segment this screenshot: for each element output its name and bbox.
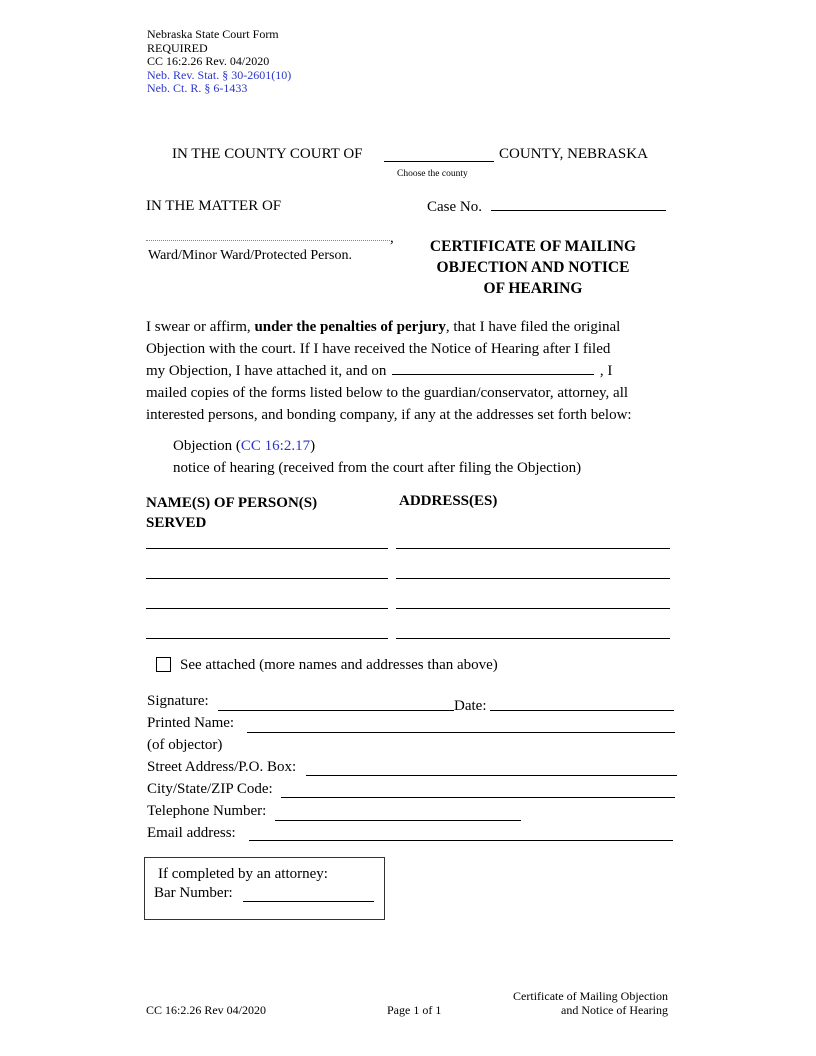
header-state-form: Nebraska State Court Form bbox=[147, 27, 279, 41]
see-attached-checkbox[interactable] bbox=[156, 657, 171, 672]
of-objector-label: (of objector) bbox=[147, 737, 223, 753]
perjury-phrase: under the penalties of perjury bbox=[254, 319, 446, 335]
footer-title bbox=[470, 989, 668, 1017]
p3-end: , I bbox=[599, 363, 613, 379]
county-field[interactable] bbox=[384, 161, 494, 162]
address-column-header: ADDRESS(ES) bbox=[399, 493, 498, 509]
objection-form-link[interactable]: CC 16:2.17 bbox=[240, 438, 311, 454]
p3-start: my Objection, I have attached it, and on bbox=[146, 363, 387, 379]
served-address-field-4[interactable] bbox=[396, 638, 670, 639]
title-line-2: OBJECTION AND NOTICE bbox=[436, 259, 630, 276]
objection-close: ) bbox=[310, 438, 316, 454]
matter-label: IN THE MATTER OF bbox=[146, 198, 282, 214]
printed-name-field[interactable] bbox=[247, 732, 675, 733]
telephone-field[interactable] bbox=[275, 820, 521, 821]
ward-label: Ward/Minor Ward/Protected Person. bbox=[148, 248, 352, 263]
names-header-line-2: SERVED bbox=[146, 515, 207, 531]
mailing-date-field[interactable] bbox=[392, 360, 594, 375]
forms-list bbox=[173, 435, 581, 479]
email-label: Email address: bbox=[147, 825, 236, 841]
attorney-label: If completed by an attorney: bbox=[158, 866, 328, 882]
city-state-zip-field[interactable] bbox=[281, 797, 675, 798]
bar-number-field[interactable] bbox=[243, 901, 374, 902]
signature-field[interactable] bbox=[218, 710, 454, 711]
court-suffix: COUNTY, NEBRASKA bbox=[499, 146, 648, 162]
served-name-field-3[interactable] bbox=[146, 608, 388, 609]
names-column-header bbox=[146, 493, 317, 533]
served-name-field-1[interactable] bbox=[146, 548, 388, 549]
street-label: Street Address/P.O. Box: bbox=[147, 759, 297, 775]
served-address-field-2[interactable] bbox=[396, 578, 670, 579]
case-no-label: Case No. bbox=[427, 199, 482, 215]
county-hint: Choose the county bbox=[397, 169, 468, 179]
footer-title-line-1: Certificate of Mailing Objection bbox=[513, 989, 668, 1003]
city-label: City/State/ZIP Code: bbox=[147, 781, 273, 797]
date-label: Date: bbox=[454, 698, 487, 714]
see-attached-label: See attached (more names and addresses than above) bbox=[180, 657, 498, 673]
ward-comma: , bbox=[390, 230, 394, 246]
bar-number-label: Bar Number: bbox=[154, 885, 233, 901]
served-name-field-2[interactable] bbox=[146, 578, 388, 579]
case-number-field[interactable] bbox=[491, 210, 666, 211]
names-header-line-1: NAME(S) OF PERSON(S) bbox=[146, 495, 318, 511]
served-name-field-4[interactable] bbox=[146, 638, 388, 639]
title-line-3: OF HEARING bbox=[483, 280, 583, 297]
served-address-field-3[interactable] bbox=[396, 608, 670, 609]
signature-label: Signature: bbox=[147, 693, 209, 709]
title-line-1: CERTIFICATE OF MAILING bbox=[429, 238, 637, 255]
document-title bbox=[410, 236, 656, 299]
footer-page-number: Page 1 of 1 bbox=[387, 1003, 442, 1017]
p1-start: I swear or affirm, bbox=[146, 319, 255, 335]
p5: interested persons, and bonding company, if any at the addresses set forth below: bbox=[146, 407, 632, 423]
notice-line: notice of hearing (received from the court after filing the Objection) bbox=[173, 460, 582, 476]
street-field[interactable] bbox=[306, 775, 677, 776]
header-required: REQUIRED bbox=[147, 40, 208, 55]
p1-rest: , that I have filed the original bbox=[445, 319, 621, 335]
telephone-label: Telephone Number: bbox=[147, 803, 267, 819]
footer-form-number: CC 16:2.26 Rev 04/2020 bbox=[146, 1003, 267, 1017]
printed-name-label: Printed Name: bbox=[147, 715, 235, 731]
email-field[interactable] bbox=[249, 840, 673, 841]
statute-link[interactable]: Neb. Rev. Stat. § 30-2601(10) bbox=[147, 67, 292, 82]
ward-name-field[interactable] bbox=[146, 240, 390, 241]
p2: Objection with the court. If I have received the Notice of Hearing after I filed bbox=[146, 341, 611, 357]
served-address-field-1[interactable] bbox=[396, 548, 670, 549]
date-field[interactable] bbox=[490, 710, 674, 711]
p4: mailed copies of the forms listed below to the guardian/conservator, attorney, all bbox=[146, 385, 629, 401]
objection-label: Objection ( bbox=[173, 438, 241, 454]
court-prefix: IN THE COUNTY COURT OF bbox=[172, 146, 363, 162]
header-form-number: CC 16:2.26 Rev. 04/2020 bbox=[147, 54, 270, 68]
footer-title-line-2: and Notice of Hearing bbox=[561, 1003, 668, 1017]
form-header bbox=[147, 28, 291, 96]
court-rule-link[interactable]: Neb. Ct. R. § 6-1433 bbox=[147, 81, 248, 95]
affirmation-paragraph bbox=[146, 316, 676, 426]
